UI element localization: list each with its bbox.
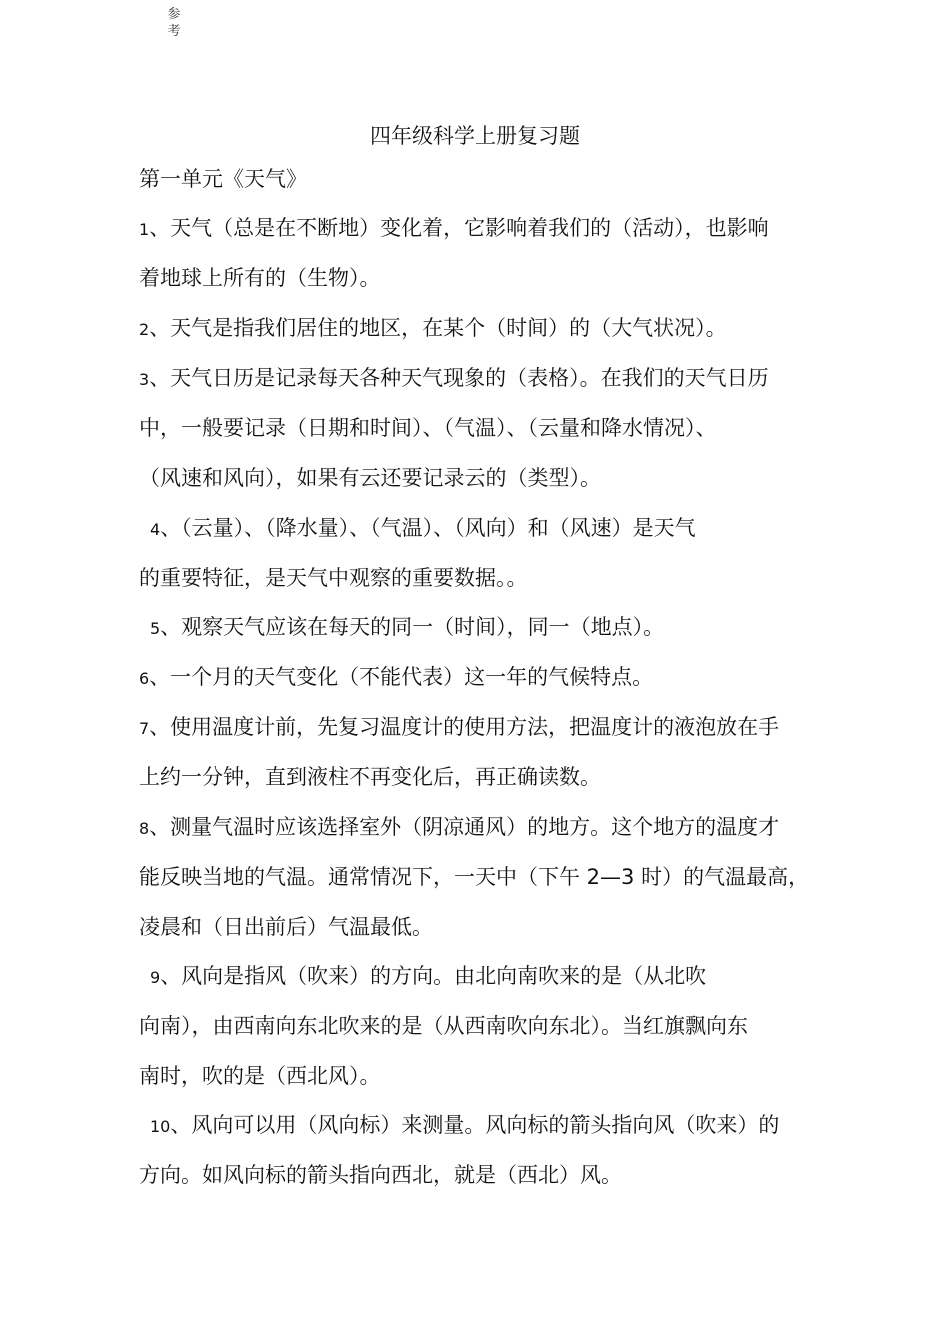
line-text: 的重要特征，是天气中观察的重要数据。。 bbox=[139, 566, 528, 590]
header-note-char-2: 考 bbox=[167, 24, 181, 39]
item-3-line-2 bbox=[139, 413, 717, 443]
unit-title: 第一单元《天气》 bbox=[139, 167, 307, 191]
item-7-line-1 bbox=[139, 712, 779, 744]
line-text: 着地球上所有的（生物）。 bbox=[139, 266, 381, 290]
item-4-line-1 bbox=[150, 513, 696, 545]
item-9-line-3 bbox=[139, 1061, 381, 1091]
item-number: 5 bbox=[150, 619, 161, 638]
line-text: 、一个月的天气变化（不能代表）这一年的气候特点。 bbox=[149, 665, 654, 689]
line-text: 、风向是指风（吹来）的方向。由北向南吹来的是（从北吹 bbox=[160, 964, 707, 988]
item-1-line-2 bbox=[139, 263, 381, 293]
line-text: 凌晨和（日出前后）气温最低。 bbox=[139, 915, 433, 939]
item-6-line-1 bbox=[139, 662, 653, 694]
item-number: 7 bbox=[139, 719, 150, 738]
line-text: 方向。如风向标的箭头指向西北，就是（西北）风。 bbox=[139, 1163, 622, 1187]
item-9-line-2 bbox=[139, 1011, 748, 1041]
line-text: 、测量气温时应该选择室外（阴凉通风）的地方。这个地方的温度才 bbox=[149, 815, 780, 839]
line-text: 中，一般要记录（日期和时间）、（气温）、（云量和降水情况）、 bbox=[139, 416, 717, 440]
item-2-line-1 bbox=[139, 313, 727, 345]
item-9-line-1 bbox=[150, 961, 706, 993]
item-10-line-2 bbox=[139, 1160, 622, 1190]
item-number: 8 bbox=[139, 819, 150, 838]
item-10-line-1 bbox=[150, 1110, 779, 1142]
item-number: 3 bbox=[139, 370, 150, 389]
item-1-line-1 bbox=[139, 213, 769, 245]
line-text: 、使用温度计前，先复习温度计的使用方法，把温度计的液泡放在手 bbox=[149, 715, 780, 739]
header-note bbox=[166, 6, 182, 40]
line-text: 、（云量）、（降水量）、（气温）、（风向）和（风速）是天气 bbox=[160, 516, 696, 540]
line-text: 向南），由西南向东北吹来的是（从西南吹向东北）。当红旗飘向东 bbox=[139, 1014, 748, 1038]
header-note-char-1: 参 bbox=[167, 7, 181, 22]
item-number: 10 bbox=[150, 1117, 171, 1136]
line-text: 上约一分钟，直到液柱不再变化后，再正确读数。 bbox=[139, 765, 601, 789]
item-7-line-2 bbox=[139, 762, 601, 792]
line-text: 能反映当地的气温。通常情况下，一天中（下午 2—3 时）的气温最高， bbox=[139, 865, 810, 889]
item-3-line-1 bbox=[139, 363, 769, 395]
item-number: 9 bbox=[150, 968, 161, 987]
item-3-line-3 bbox=[139, 463, 601, 493]
item-8-line-3 bbox=[139, 912, 433, 942]
line-text: 、天气（总是在不断地）变化着，它影响着我们的（活动），也影响 bbox=[149, 216, 769, 240]
line-text: 、观察天气应该在每天的同一（时间），同一（地点）。 bbox=[160, 615, 665, 639]
line-text: （风速和风向），如果有云还要记录云的（类型）。 bbox=[139, 466, 601, 490]
item-number: 4 bbox=[150, 520, 161, 539]
item-number: 1 bbox=[139, 220, 150, 239]
item-5-line-1 bbox=[150, 612, 664, 644]
line-text: 南时，吹的是（西北风）。 bbox=[139, 1064, 381, 1088]
line-text: 、天气日历是记录每天各种天气现象的（表格）。在我们的天气日历 bbox=[149, 366, 769, 390]
line-text: 、天气是指我们居住的地区，在某个（时间）的（大气状况）。 bbox=[149, 316, 727, 340]
item-4-line-2 bbox=[139, 563, 528, 593]
document-title: 四年级科学上册复习题 bbox=[370, 124, 580, 148]
item-number: 6 bbox=[139, 669, 150, 688]
item-8-line-1 bbox=[139, 812, 779, 844]
item-8-line-2 bbox=[139, 862, 809, 892]
item-number: 2 bbox=[139, 320, 150, 339]
line-text: 、风向可以用（风向标）来测量。风向标的箭头指向风（吹来）的 bbox=[170, 1113, 780, 1137]
